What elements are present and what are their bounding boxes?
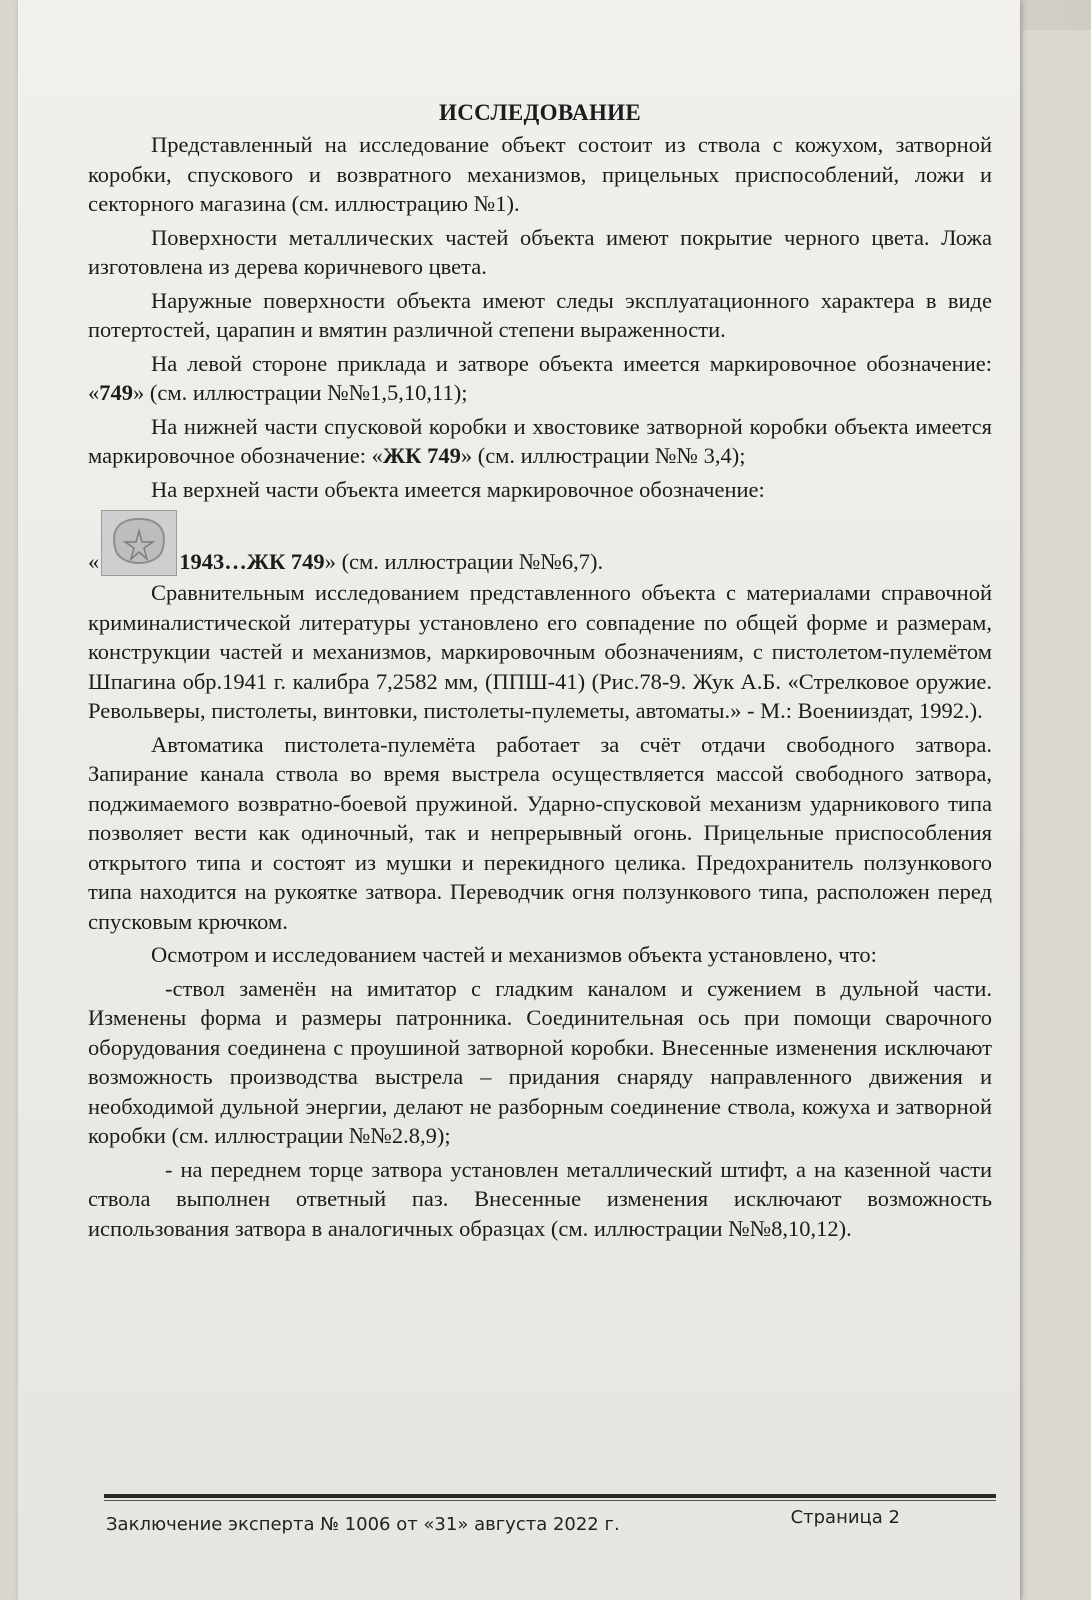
- marking-749-open: «: [88, 380, 100, 405]
- emblem-marking-ref: » (см. иллюстрации №№6,7).: [324, 548, 604, 574]
- footer-report-reference: Заключение эксперта № 1006 от «31» августа 2022 г.: [106, 1514, 620, 1535]
- paragraph-comparison: Сравнительным исследованием представленного объекта с материалами справочной криминалистической литературы установлено его совпадение по общей форме и размерам, конструкции частей и механизмов, маркировочным обозначениям, с пистолетом-пулемётом Шпагина обр.1941 г. калибра 7,2582 мм, (ППШ-41) (Рис.78-9. Жук А.Б. «Стрелковое оружие. Револьверы, пистолеты, винтовки, пистолеты-пулеметы, автоматы.» - М.: Военииздат, 1992.).: [88, 580, 992, 723]
- marking-zhk-open: «: [371, 443, 383, 468]
- paragraph-marking-749: [88, 349, 992, 408]
- finding-barrel: -ствол заменён на имитатор с гладким каналом и сужением в дульной части. Изменены форма и размеры патронника. Соединительная ось при помощи сварочного оборудования соединена с проушиной затворной коробки. Внесенные изменения исключают возможность производства выстрела – придания снаряду направленного движения и необходимой дульной энергии, делают не разборным соединение ствола, кожуха и затворной коробки (см. иллюстрации №№2.8,9);: [88, 975, 992, 1148]
- paragraph-marking-zhk: [88, 412, 992, 471]
- finding-bolt: - на переднем торце затвора установлен металлический штифт, а на казенной части ствола выполнен ответный паз. Внесенные изменения исключают возможность использования затвора в аналогичных образцах (см. иллюстрации №№8,10,12).: [88, 1156, 992, 1241]
- emblem-open-quote: «: [88, 548, 100, 574]
- section-title: ИССЛЕДОВАНИЕ: [439, 100, 641, 125]
- emblem-marking-line: [88, 510, 992, 576]
- paragraph-inspection: Осмотром и исследованием частей и механизмов объекта установлено, что:: [151, 942, 877, 967]
- paragraph-automatics: Автоматика пистолета-пулемёта работает за счёт отдачи свободного затвора. Запирание канала ствола во время выстрела осуществляется массой свободного затвора, поджимаемого возвратно-боевой пружиной. Ударно-спусковой механизм ударникового типа позволяет вести как одиночный, так и непрерывный огонь. Прицельные приспособления открытого типа и состоят из мушки и перекидного целика. Предохранитель ползункового типа находится на рукоятке затвора. Переводчик огня ползункового типа, расположен перед спусковым крючком.: [88, 731, 992, 934]
- footer-divider-thin: [104, 1500, 996, 1501]
- marking-zhk-value: ЖК 749: [382, 443, 461, 468]
- star-in-triangle-emblem-icon: [101, 510, 177, 576]
- footer-page-number: Страница 2: [790, 1507, 900, 1528]
- marking-749-intro: На левой стороне приклада и затворе объекта имеется маркировочное обозначение:: [151, 350, 992, 376]
- marking-zhk-intro: На нижней части спусковой коробки и хвостовике затворной коробки объекта имеется маркировочное обозначение:: [88, 413, 992, 468]
- footer-divider: [104, 1494, 996, 1498]
- paragraph-object-description: Представленный на исследование объект состоит из ствола с кожухом, затворной коробки, спускового и возвратного механизмов, прицельных приспособлений, ложи и секторного магазина (см. иллюстрацию №1).: [88, 132, 992, 216]
- emblem-marking-value: 1943…ЖК 749: [179, 548, 325, 574]
- document-page: [18, 0, 1020, 1600]
- adjacent-paper: [1022, 30, 1091, 1600]
- marking-zhk-ref: » (см. иллюстрации №№ 3,4);: [460, 443, 746, 468]
- marking-749-ref: » (см. иллюстрации №№1,5,10,11);: [133, 380, 468, 405]
- paragraph-top-marking: На верхней части объекта имеется маркировочное обозначение:: [151, 476, 765, 502]
- paragraph-surface-coating: Поверхности металлических частей объекта имеют покрытие черного цвета. Ложа изготовлена из дерева коричневого цвета.: [88, 224, 992, 279]
- document-body: [88, 98, 992, 1247]
- marking-749-value: 749: [99, 380, 133, 405]
- paragraph-wear-marks: Наружные поверхности объекта имеют следы эксплуатационного характера в виде потертостей, царапин и вмятин различной степени выраженности.: [88, 287, 992, 342]
